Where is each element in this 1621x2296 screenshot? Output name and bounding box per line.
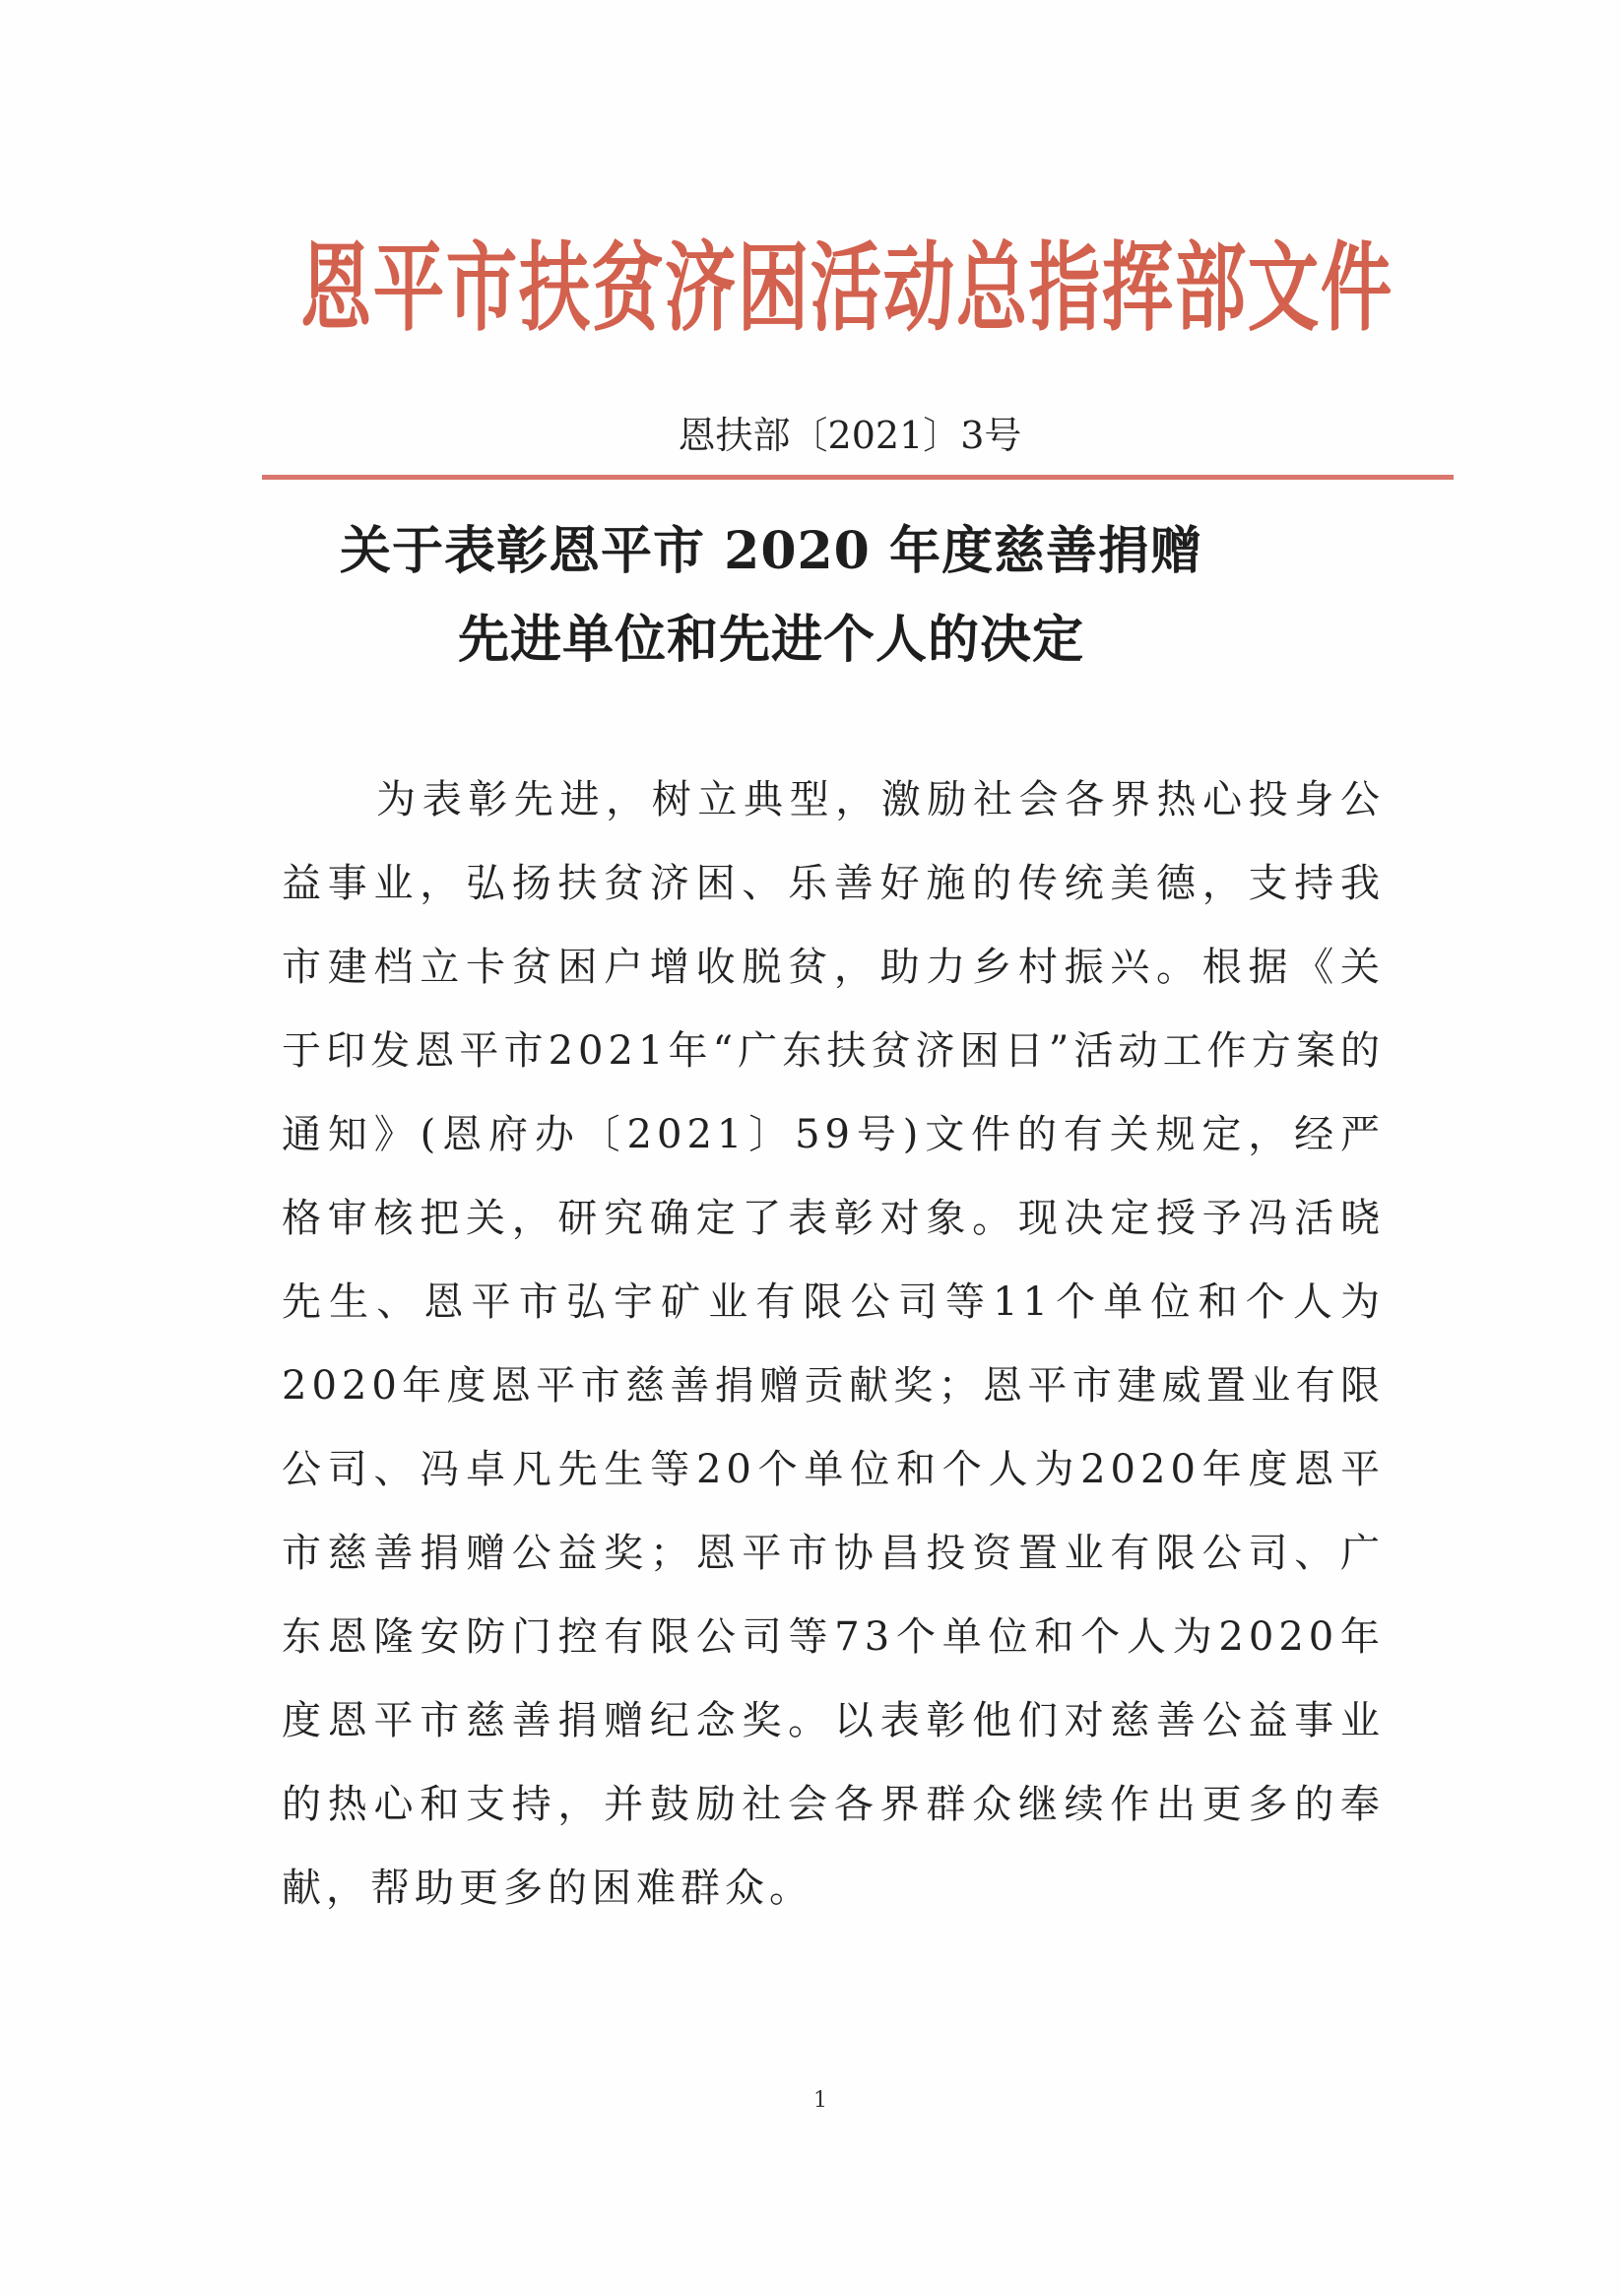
- document-title-line-2: 先进单位和先进个人的决定: [457, 610, 1084, 670]
- body-paragraph: 为表彰先进，树立典型，激励社会各界热心投身公益事业，弘扬扶贫济困、乐善好施的传统美德，支持我市建档立卡贫困户增收脱贫，助力乡村振兴。根据《关于印发恩平市2021年“广东扶贫济困日”活动工作方案的通知》(恩府办〔2021〕59号)文件的有关规定，经严格审核把关，研究确定了表彰对象。现决定授予冯活晓先生、恩平市弘宇矿业有限公司等11个单位和个人为2020年度恩平市慈善捐赠贡献奖；恩平市建威置业有限公司、冯卓凡先生等20个单位和个人为2020年度恩平市慈善捐赠公益奖；恩平市协昌投资置业有限公司、广东恩隆安防门控有限公司等73个单位和个人为2020年度恩平市慈善捐赠纪念奖。以表彰他们对慈善公益事业的热心和支持，并鼓励社会各界群众继续作出更多的奉献，帮助更多的困难群众。: [282, 777, 1385, 1911]
- document-number: 恩扶部〔2021〕3号: [678, 414, 1022, 457]
- document-body: [282, 758, 1385, 1931]
- page-number: 1: [813, 2088, 827, 2113]
- red-divider: [262, 475, 1454, 480]
- document-title-line-1: 关于表彰恩平市 2020 年度慈善捐赠: [340, 521, 1202, 581]
- document-masthead: 恩平市扶贫济困活动总指挥部文件: [299, 231, 1394, 345]
